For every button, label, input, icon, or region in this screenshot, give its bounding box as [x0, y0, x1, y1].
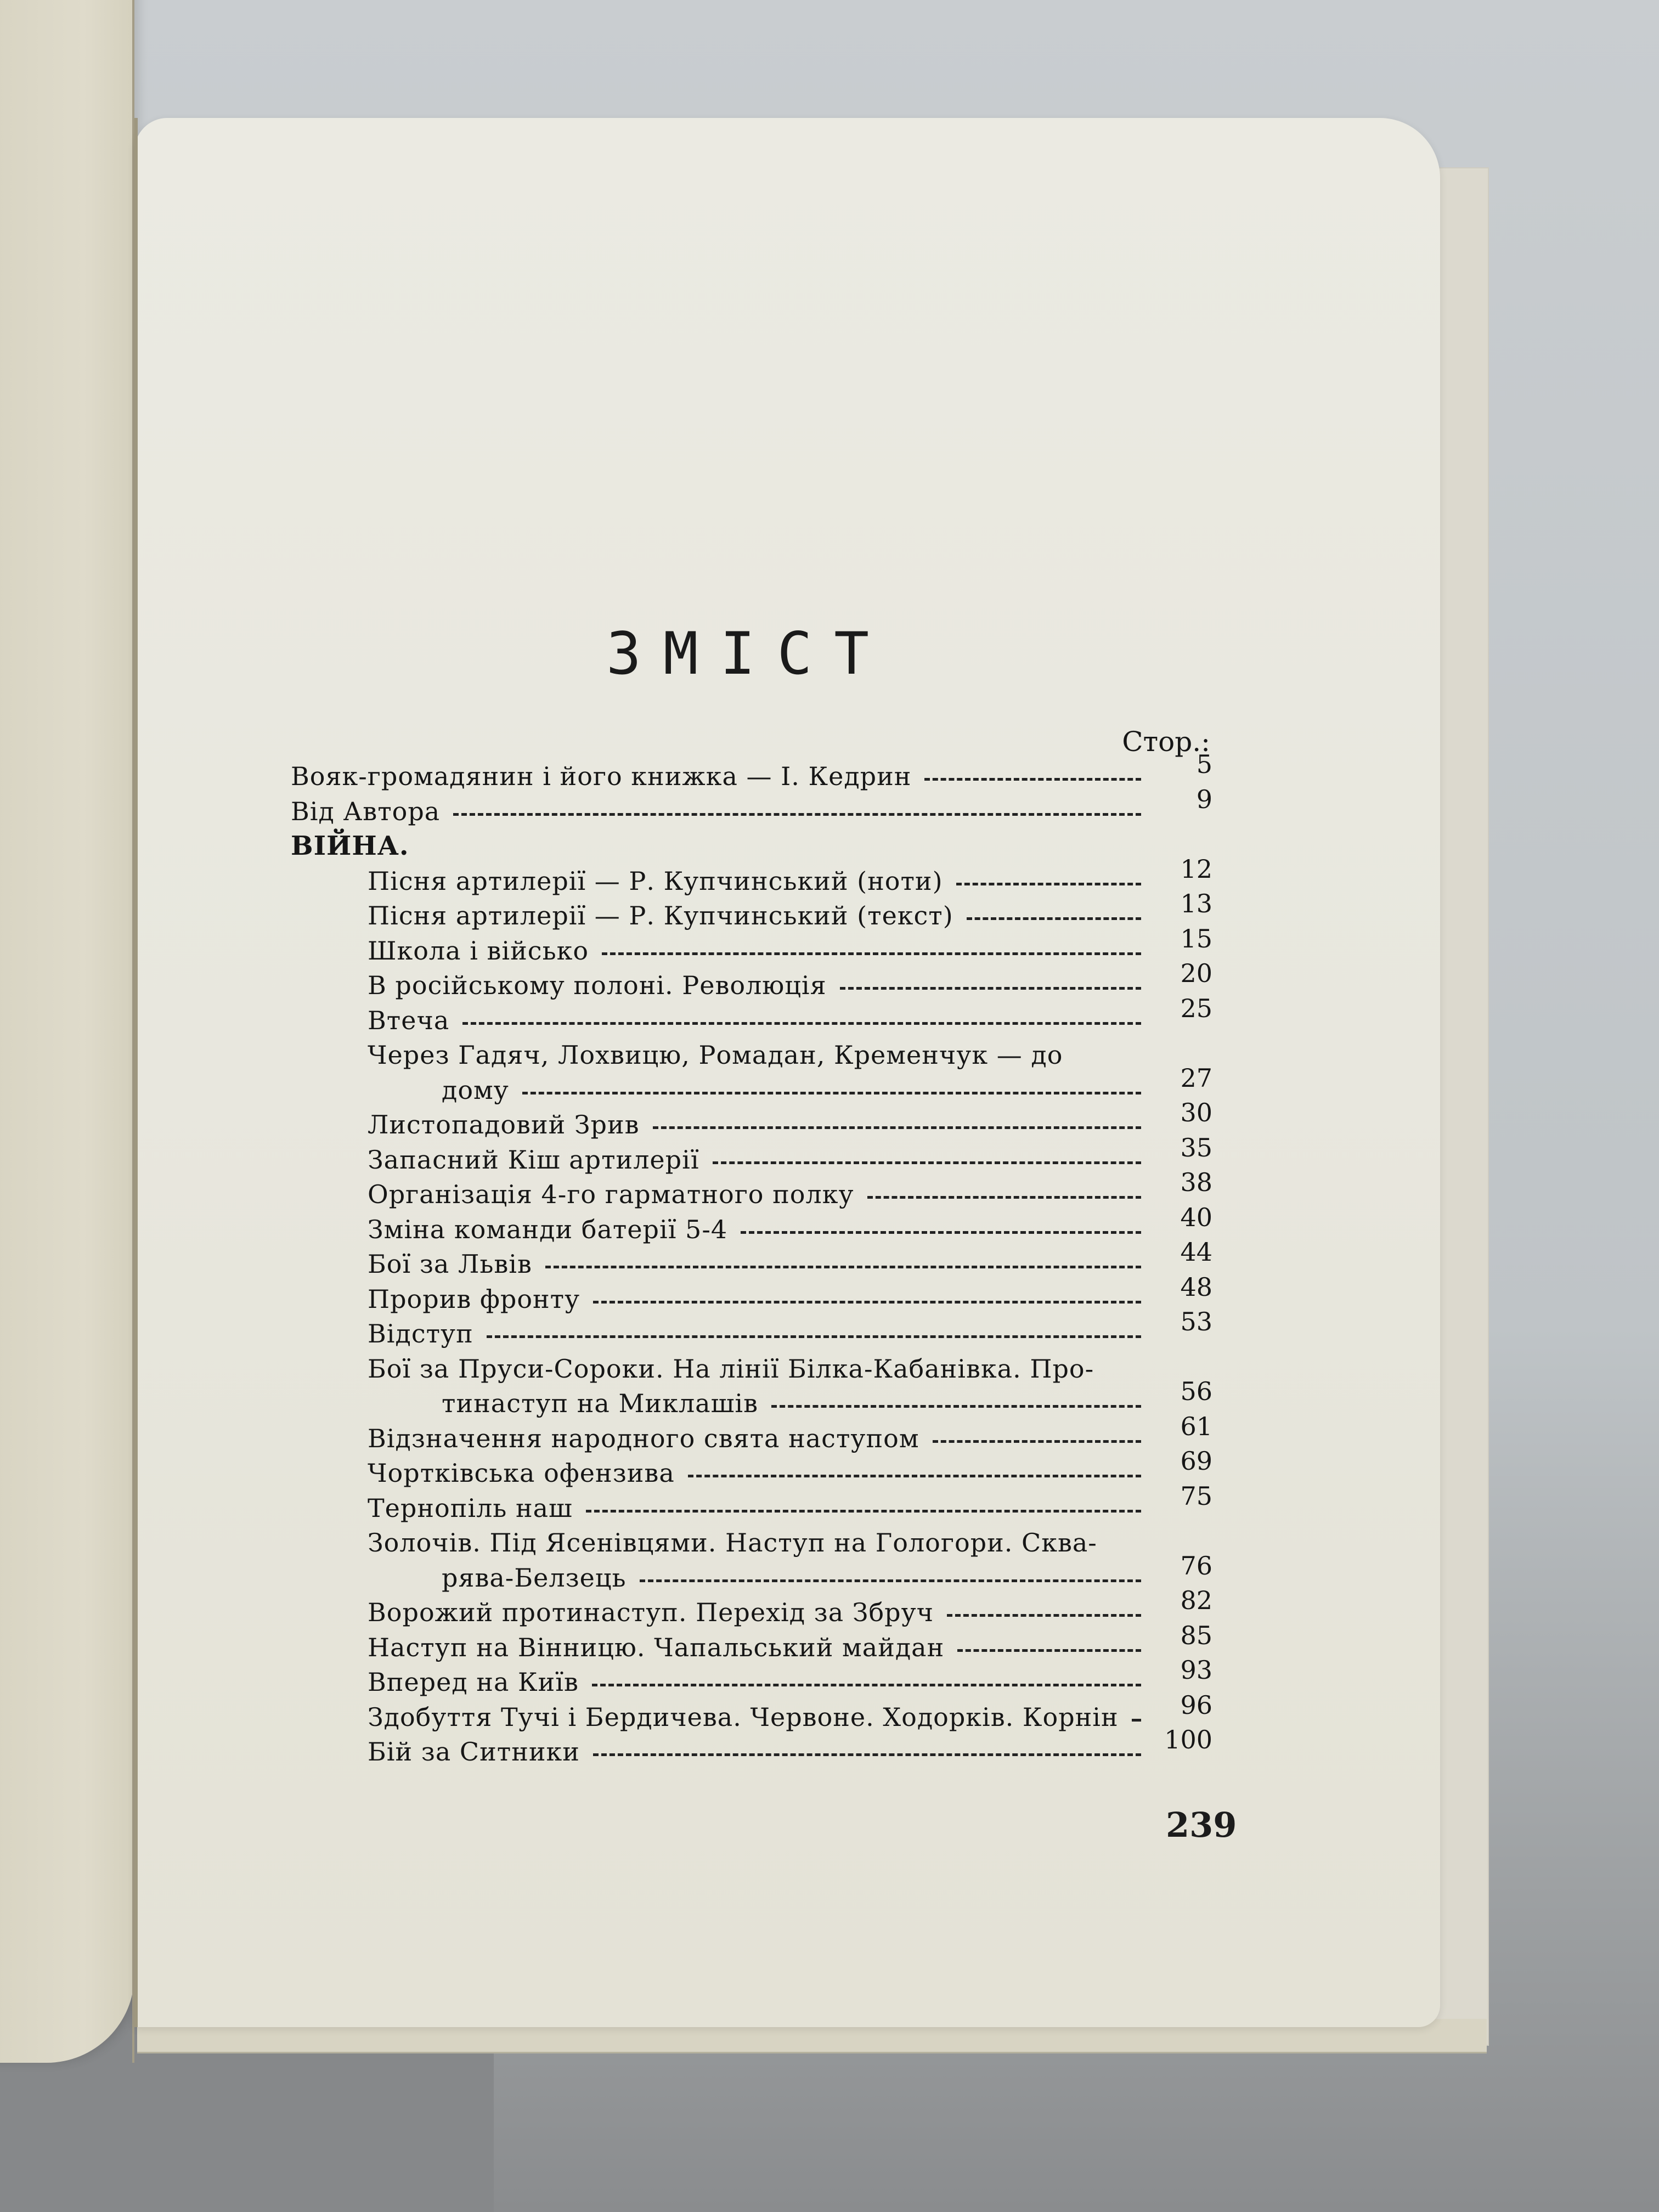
toc-entry-title: Пісня артилерії — Р. Купчинський (ноти)	[368, 866, 943, 896]
toc-entry-title-continued: рява-Белзець	[442, 1562, 627, 1593]
toc-entry-title: Через Гадяч, Лохвицю, Ромадан, Кременчук — до	[368, 1040, 1063, 1070]
toc-entry	[291, 1167, 1212, 1212]
toc-entry	[291, 1307, 1212, 1352]
toc-entry-page: 35	[1180, 1132, 1212, 1163]
toc-entry-page: 27	[1180, 1063, 1212, 1093]
toc-entry-title: Листопадовий Зрив	[368, 1110, 640, 1139]
dot-leader	[545, 1266, 1141, 1268]
toc-entry-title: Відступ	[368, 1319, 473, 1348]
toc-entry-title: Чортківська офензива	[368, 1458, 675, 1488]
toc-entry-title: Тернопіль наш	[368, 1493, 573, 1523]
toc-entry	[291, 1481, 1212, 1526]
toc-entry-page: 30	[1180, 1098, 1212, 1127]
toc-entry-title: Пісня артилерії — Р. Купчинський (текст)	[368, 901, 953, 930]
dot-leader	[924, 778, 1141, 781]
dot-leader	[586, 1510, 1141, 1513]
toc-entry	[291, 1202, 1212, 1248]
toc-entry-continuation	[291, 1550, 1212, 1596]
toc-entry-page: 15	[1180, 923, 1212, 953]
toc-entry-page: 100	[1164, 1725, 1212, 1754]
dot-leader	[947, 1614, 1141, 1617]
toc-entry-page: 53	[1180, 1307, 1212, 1336]
toc-entry-page: 85	[1180, 1620, 1212, 1650]
dot-leader	[1132, 1719, 1141, 1722]
toc-entry	[291, 889, 1212, 934]
toc-entry	[291, 1098, 1212, 1143]
toc-entry	[291, 1411, 1212, 1457]
toc-entry-page: 40	[1180, 1202, 1212, 1232]
toc-entry	[291, 1237, 1212, 1282]
toc-entry-title: Відзначення народного свята наступом	[368, 1423, 919, 1453]
toc-entry-page: 5	[1196, 749, 1212, 779]
toc-entry-title: Прорив фронту	[368, 1284, 580, 1314]
dot-leader	[593, 1753, 1141, 1756]
toc-entry	[291, 993, 1212, 1039]
toc-entry	[291, 854, 1212, 899]
toc-entry-title: Вперед на Київ	[368, 1667, 579, 1697]
toc-entry-title: Школа і військо	[368, 935, 589, 966]
toc-section-heading	[291, 829, 1212, 864]
dot-leader	[956, 883, 1141, 885]
toc-entry	[291, 1352, 1212, 1387]
toc-entry	[291, 1132, 1212, 1178]
toc-entry-title: Запасний Кіш артилерії	[368, 1144, 699, 1175]
toc-entry-page: 25	[1180, 993, 1212, 1023]
toc-entry	[291, 749, 1212, 794]
dot-leader	[688, 1475, 1141, 1477]
toc-entry-page: 61	[1180, 1411, 1212, 1441]
toc-entry-title: Від Автора	[291, 796, 441, 826]
page-number: 239	[1166, 1805, 1237, 1845]
dot-leader	[713, 1161, 1141, 1164]
dot-leader	[592, 1684, 1141, 1686]
dot-leader	[867, 1196, 1141, 1199]
toc-entry-title: Організація 4-го гарматного полку	[368, 1180, 854, 1209]
toc-entry-page: 38	[1180, 1167, 1212, 1197]
dot-leader	[462, 1022, 1141, 1025]
dot-leader	[593, 1301, 1141, 1304]
toc-entry-title: Здобуття Тучі і Бердичева. Червоне. Ходорків. Корнін	[368, 1702, 1119, 1732]
dot-leader	[640, 1579, 1141, 1582]
toc-entry-title: Ворожий протинаступ. Перехід за Збруч	[368, 1598, 934, 1627]
toc-entries	[291, 854, 1212, 1770]
toc-entry-title: Золочів. Під Ясенівцями. Наступ на Гологори. Сква-	[368, 1528, 1097, 1558]
dot-leader	[741, 1231, 1141, 1234]
dot-leader	[653, 1126, 1141, 1129]
toc-entry	[291, 1038, 1212, 1073]
toc-entry-page: 44	[1180, 1237, 1212, 1267]
toc-entry	[291, 1655, 1212, 1700]
toc-entry-page: 76	[1180, 1550, 1212, 1581]
dot-leader	[933, 1440, 1141, 1443]
toc-entry-page: 56	[1180, 1376, 1212, 1406]
toc-entry-page: 9	[1196, 784, 1212, 814]
toc-entry	[291, 1585, 1212, 1630]
table-of-contents	[291, 724, 1212, 1770]
dot-leader	[840, 987, 1141, 990]
toc-entry-title-continued: тинаступ на Миклашів	[442, 1389, 758, 1418]
dot-leader	[957, 1649, 1141, 1652]
toc-entry	[291, 1446, 1212, 1491]
left-page-edge	[0, 0, 134, 2063]
toc-entry	[291, 1620, 1212, 1666]
toc-entry-title: Вояк-громадянин і його книжка — І. Кедрин	[291, 761, 912, 791]
section-title: ВІЙНА.	[291, 831, 409, 861]
toc-entry	[291, 1526, 1212, 1561]
toc-entry-title: Бій за Ситники	[368, 1737, 580, 1767]
toc-entry-title: Наступ на Вінницю. Чапальський майдан	[368, 1632, 945, 1662]
toc-entry-page: 96	[1180, 1690, 1212, 1720]
dot-leader	[487, 1335, 1141, 1338]
pages-column-label: Стор.:	[1122, 726, 1210, 758]
toc-entry	[291, 1690, 1212, 1735]
toc-entry	[291, 1272, 1212, 1317]
toc-entry-continuation	[291, 1376, 1212, 1421]
toc-entry	[291, 923, 1212, 969]
dot-leader	[771, 1405, 1141, 1408]
dot-leader	[453, 813, 1141, 816]
toc-entry-title: Бої за Пруси-Сороки. На лінії Білка-Кабанівка. Про-	[368, 1353, 1094, 1384]
toc-entry	[291, 1725, 1212, 1770]
toc-entry-title-continued: дому	[442, 1075, 509, 1105]
toc-entry-page: 82	[1180, 1585, 1212, 1615]
toc-entry-title: Втеча	[368, 1005, 450, 1035]
page-title: ЗМІСТ	[606, 620, 891, 687]
toc-entry-title: В російському полоні. Революція	[368, 970, 827, 1000]
toc-entry-page: 12	[1180, 854, 1212, 884]
page-gutter	[134, 118, 138, 2027]
toc-entry-page: 75	[1180, 1481, 1212, 1511]
dot-leader	[522, 1092, 1141, 1094]
toc-entry-page: 93	[1180, 1655, 1212, 1685]
toc-entry-page: 13	[1180, 889, 1212, 918]
toc-entry-page: 69	[1180, 1446, 1212, 1476]
toc-entry-title: Бої за Львів	[368, 1249, 532, 1279]
toc-entry	[291, 784, 1212, 830]
dot-leader	[967, 917, 1141, 920]
dot-leader	[602, 952, 1141, 955]
toc-entry-page: 48	[1180, 1272, 1212, 1302]
toc-entry	[291, 958, 1212, 1003]
toc-entry-page: 20	[1180, 958, 1212, 988]
toc-entry-title: Зміна команди батерії 5-4	[368, 1214, 728, 1244]
toc-entry-continuation	[291, 1063, 1212, 1108]
